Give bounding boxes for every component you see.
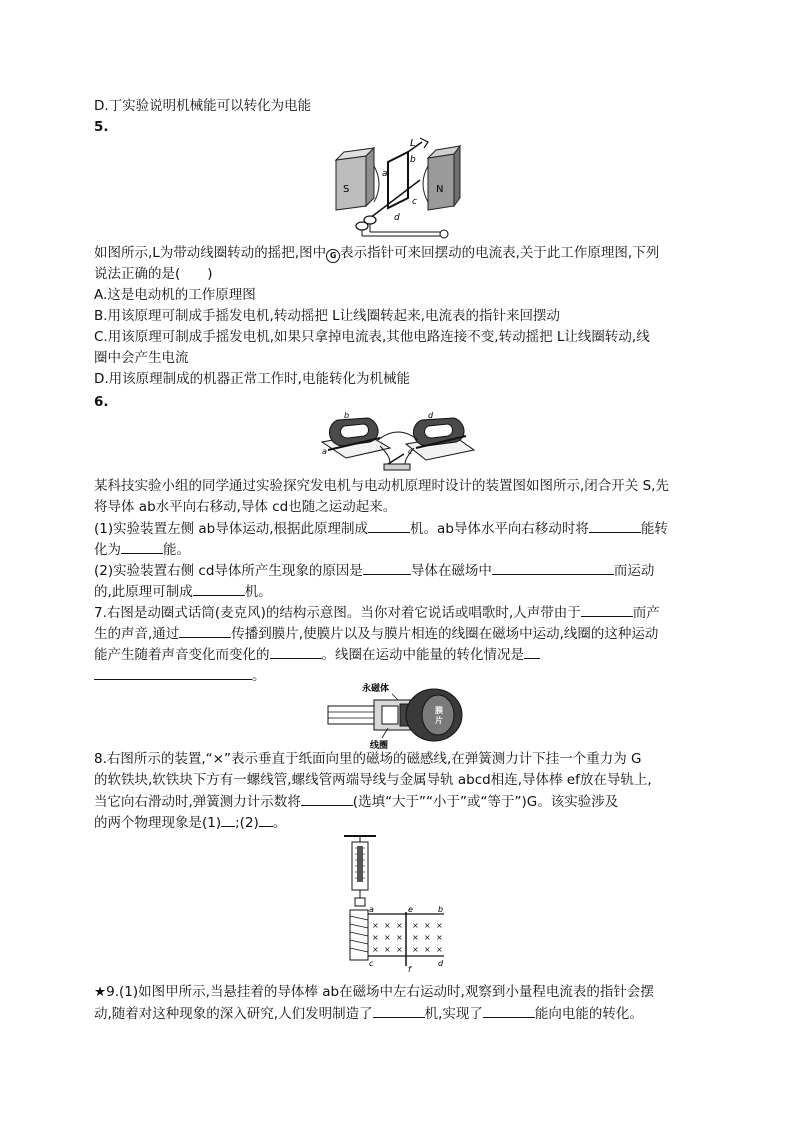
q5-label-L: L bbox=[410, 138, 416, 149]
svg-text:×: × bbox=[372, 933, 379, 942]
q5-label-b: b bbox=[410, 155, 416, 165]
svg-text:×: × bbox=[424, 921, 431, 930]
answer-blank[interactable] bbox=[179, 623, 231, 638]
svg-text:×: × bbox=[396, 921, 403, 930]
q8-line-4 bbox=[94, 812, 286, 833]
svg-text:×: × bbox=[436, 945, 443, 954]
q8-magnetic-field-crosses bbox=[372, 921, 443, 954]
q8-label-d: d bbox=[438, 959, 444, 968]
q8-label-a: a bbox=[369, 905, 374, 914]
q8-label-c: c bbox=[369, 959, 374, 968]
q5-number: 5. bbox=[94, 119, 109, 135]
answer-blank[interactable] bbox=[259, 812, 273, 827]
answer-blank[interactable] bbox=[368, 518, 410, 533]
q5-stem-line-2: 说法正确的是( ) bbox=[94, 266, 213, 282]
answer-blank[interactable] bbox=[221, 812, 235, 827]
q8-label-f: f bbox=[408, 965, 411, 974]
q9-line-1: ★9.(1)如图甲所示,当悬挂着的导体棒 ab在磁场中左右运动时,观察到小量程电流表的指针会摆 bbox=[94, 984, 654, 1000]
q6-stem-line-1: 某科技实验小组的同学通过实验探究发电机与电动机原理时设计的装置图如图所示,闭合开关 S,先 bbox=[94, 478, 669, 494]
answer-blank[interactable] bbox=[524, 644, 540, 659]
q6-p2-text-b: 导体在磁场中 bbox=[410, 563, 492, 579]
q6-label-d: d bbox=[428, 411, 434, 420]
q5-option-b: B.用该原理可制成手摇发电机,转动摇把 L让线圈转起来,电流表的指针来回摆动 bbox=[94, 308, 560, 324]
q5-stem-line-1 bbox=[94, 243, 659, 263]
svg-text:×: × bbox=[384, 921, 391, 930]
q5-option-d: D.用该原理制成的机器正常工作时,电能转化为机械能 bbox=[94, 371, 410, 387]
q8-line-2: 的软铁块,软铁块下方有一螺线管,螺线管两端导线与金属导轨 abcd相连,导体棒 ef放在导轨上, bbox=[94, 772, 652, 788]
q6-stem-line-2: 将导体 ab水平向右移动,导体 cd也随之运动起来。 bbox=[94, 499, 397, 515]
q8-text-4c: 。 bbox=[272, 815, 287, 831]
q7-text-4-end: 。 bbox=[252, 668, 266, 684]
q5-label-N: N bbox=[436, 184, 444, 195]
q9-text-2c: 能向电能的转化。 bbox=[534, 1006, 643, 1022]
q6-p1-text-c: 能转 bbox=[640, 521, 668, 537]
q7-text-1a: 7.右图是动圈式话筒(麦克风)的结构示意图。当你对着它说话或唱歌时,人声带由于 bbox=[94, 605, 581, 621]
q6-part-1-line-2 bbox=[94, 539, 190, 560]
q7-text-1b: 而产 bbox=[632, 605, 660, 621]
q8-label-e: e bbox=[408, 905, 413, 914]
q6-part-2-line-1 bbox=[94, 560, 654, 581]
q7-line-3 bbox=[94, 644, 540, 665]
answer-blank[interactable] bbox=[301, 791, 353, 806]
q9-text-2b: 机,实现了 bbox=[424, 1006, 483, 1022]
q5-label-S: S bbox=[343, 184, 350, 195]
q8-text-4b: ;(2) bbox=[235, 815, 259, 831]
q6-part-2-line-2 bbox=[94, 581, 272, 602]
svg-text:×: × bbox=[412, 933, 419, 942]
q6-label-a: a bbox=[322, 447, 327, 456]
q5-label-a: a bbox=[382, 169, 388, 179]
q7-text-3a: 能产生随着声音变化而变化的 bbox=[94, 647, 270, 663]
q7-label-magnet: 永磁体 bbox=[362, 684, 390, 694]
answer-blank[interactable] bbox=[363, 560, 411, 575]
q5-label-d: d bbox=[394, 213, 400, 223]
svg-text:×: × bbox=[384, 945, 391, 954]
answer-blank[interactable] bbox=[373, 1003, 425, 1018]
answer-blank[interactable] bbox=[121, 539, 163, 554]
q7-text-2a: 生的声音,通过 bbox=[94, 626, 180, 642]
q8-line-1: 8.右图所示的装置,“×”表示垂直于纸面向里的磁场的磁感线,在弹簧测力计下挂一个重力为 G bbox=[94, 751, 642, 767]
svg-text:×: × bbox=[412, 921, 419, 930]
svg-text:×: × bbox=[424, 945, 431, 954]
svg-text:×: × bbox=[372, 945, 379, 954]
q6-p2-text-e: 机。 bbox=[244, 584, 272, 600]
q6-apparatus-figure bbox=[318, 404, 478, 474]
answer-blank[interactable] bbox=[193, 581, 245, 596]
q5-generator-figure bbox=[330, 136, 470, 242]
q5-option-a: A.这是电动机的工作原理图 bbox=[94, 287, 256, 303]
q8-label-b: b bbox=[438, 905, 444, 914]
q6-p1-text-e: 能。 bbox=[163, 542, 190, 558]
ammeter-icon: G bbox=[326, 249, 340, 263]
q8-text-3b: (选填“大于”“小于”或“等于”)G。该实验涉及 bbox=[352, 794, 619, 810]
svg-text:×: × bbox=[372, 921, 379, 930]
q5-label-c: c bbox=[412, 197, 417, 207]
svg-text:×: × bbox=[424, 933, 431, 942]
q5-stem-part-2: 表示指针可来回摆动的电流表,关于此工作原理图,下列 bbox=[340, 245, 660, 261]
svg-text:×: × bbox=[396, 933, 403, 942]
q7-label-membrane-1: 膜 bbox=[435, 706, 443, 715]
answer-blank[interactable] bbox=[270, 644, 322, 659]
answer-blank[interactable] bbox=[483, 1003, 535, 1018]
q6-label-b: b bbox=[344, 411, 350, 420]
q5-option-c-line-2: 圈中会产生电流 bbox=[94, 350, 189, 366]
answer-blank[interactable] bbox=[589, 518, 641, 533]
svg-text:×: × bbox=[396, 945, 403, 954]
answer-blank[interactable] bbox=[94, 665, 252, 680]
q7-label-coil: 线圈 bbox=[370, 741, 389, 750]
svg-text:×: × bbox=[412, 945, 419, 954]
q6-label-c: c bbox=[408, 447, 413, 456]
answer-blank[interactable] bbox=[581, 602, 633, 617]
q7-text-2b: 传播到膜片,使膜片以及与膜片相连的线圈在磁场中运动,线圈的这种运动 bbox=[231, 626, 659, 642]
q5-option-c-line-1: C.用该原理可制成手摇发电机,如果只拿掉电流表,其他电路连接不变,转动摇把 L让线圈转动,线 bbox=[94, 329, 650, 345]
q6-p1-text-d: 化为 bbox=[94, 542, 121, 558]
q6-p1-text-b: 机。ab导体水平向右移动时将 bbox=[410, 521, 589, 537]
q5-stem-part-1: 如图所示,L为带动线圈转动的摇把,图中 bbox=[94, 245, 327, 261]
q8-apparatus-figure bbox=[340, 832, 450, 974]
q7-microphone-figure bbox=[322, 680, 472, 750]
q8-text-4a: 的两个物理现象是(1) bbox=[94, 815, 222, 831]
q7-line-2 bbox=[94, 623, 658, 644]
q9-text-2a: 动,随着对这种现象的深入研究,人们发明制造了 bbox=[94, 1006, 373, 1022]
svg-text:×: × bbox=[384, 933, 391, 942]
q6-p2-text-a: (2)实验装置右侧 cd导体所产生现象的原因是 bbox=[94, 563, 363, 579]
q6-p2-text-c: 而运动 bbox=[613, 563, 655, 579]
q8-text-3a: 当它向右滑动时,弹簧测力计示数将 bbox=[94, 794, 301, 810]
q8-line-3 bbox=[94, 791, 618, 812]
q7-line-4 bbox=[94, 665, 266, 686]
q6-p2-text-d: 的,此原理可制成 bbox=[94, 584, 193, 600]
q4-option-d: D.丁实验说明机械能可以转化为电能 bbox=[94, 98, 312, 114]
q7-line-1 bbox=[94, 602, 660, 623]
q9-line-2 bbox=[94, 1003, 643, 1024]
q6-part-1-line-1 bbox=[94, 518, 668, 539]
q7-text-3b: 。线圈在运动中能量的转化情况是 bbox=[321, 647, 524, 663]
q6-number: 6. bbox=[94, 394, 109, 410]
svg-text:×: × bbox=[436, 921, 443, 930]
answer-blank[interactable] bbox=[492, 560, 614, 575]
svg-text:×: × bbox=[436, 933, 443, 942]
q6-p1-text-a: (1)实验装置左侧 ab导体运动,根据此原理制成 bbox=[94, 521, 369, 537]
q7-label-membrane-2: 片 bbox=[435, 716, 443, 725]
